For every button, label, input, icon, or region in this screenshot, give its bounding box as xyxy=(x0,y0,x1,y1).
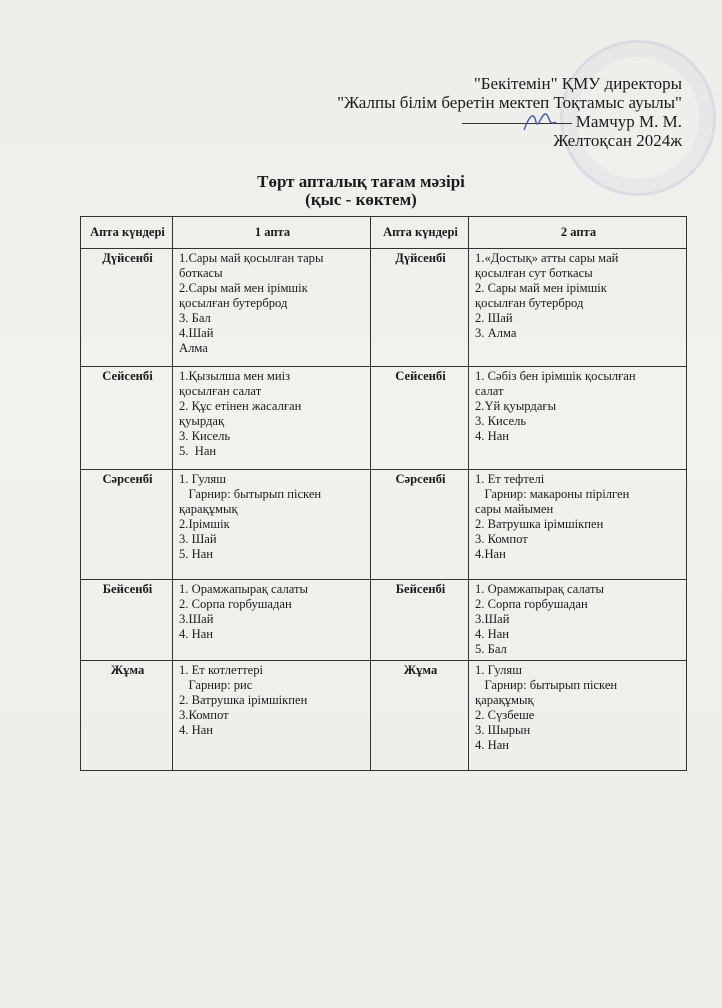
dish-line: 1.«Достық» атты сары май xyxy=(475,251,619,265)
dish-line: қарақұмық xyxy=(475,693,534,707)
dish-line: 4. Нан xyxy=(475,429,510,443)
table-header-row xyxy=(81,217,687,249)
dish-line: 1. Сәбіз бен ірімшік қосылған xyxy=(475,369,636,383)
day-cell-week2: Сәрсенбі xyxy=(371,470,469,580)
dish-line: 2.Ірімшік xyxy=(179,517,230,531)
approval-line-1: "Бекітемін" ҚМУ директоры xyxy=(473,74,682,93)
day-cell-week2: Жұма xyxy=(371,661,469,771)
dish-line: 1. Орамжапырақ салаты xyxy=(179,582,308,596)
title-line-2: (қыс - көктем) xyxy=(305,190,417,209)
day-cell-week2: Сейсенбі xyxy=(371,367,469,470)
dishes-week1 xyxy=(173,470,371,580)
dish-line: қосылған салат xyxy=(179,384,262,398)
dishes-week2 xyxy=(469,661,687,771)
dishes-week2 xyxy=(469,367,687,470)
dish-line: Гарнир: бытырып піскен xyxy=(179,487,322,501)
table-row xyxy=(81,249,687,367)
dish-line: қосылған сут боткасы xyxy=(475,266,593,280)
dish-line: 1. Орамжапырақ салаты xyxy=(475,582,604,596)
day-cell-week1: Дүйсенбі xyxy=(81,249,173,367)
dish-line: Гарнир: бытырып піскен xyxy=(475,678,618,692)
dish-line: қарақұмық xyxy=(179,502,238,516)
dish-line: 5. Нан xyxy=(179,547,214,561)
header-week-2: 2 апта xyxy=(469,217,687,249)
signature-mark xyxy=(520,108,560,136)
dishes-week2 xyxy=(469,470,687,580)
dish-line: 2. Сүзбеше xyxy=(475,708,535,722)
dish-line: 1.Қызылша мен миіз xyxy=(179,369,291,383)
dish-line: 3.Шай xyxy=(475,612,510,626)
dish-line: салат xyxy=(475,384,504,398)
dish-line: 3. Бал xyxy=(179,311,211,325)
table-row xyxy=(81,580,687,661)
dish-line: 2.Үй қуырдағы xyxy=(475,399,557,413)
dishes-week1 xyxy=(173,367,371,470)
dish-line: 2. Құс етінен жасалған xyxy=(179,399,302,413)
table-row xyxy=(81,470,687,580)
dish-line: 3. Шырын xyxy=(475,723,531,737)
dish-line: 3. Алма xyxy=(475,326,517,340)
approval-line-2: "Жалпы білім беретін мектеп Тоқтамыс ауылы" xyxy=(337,93,682,112)
dish-line: Гарнир: макароны пірілген xyxy=(475,487,630,501)
dish-line: 4.Нан xyxy=(475,547,506,561)
dish-line: 2. Сорпа горбушадан xyxy=(179,597,292,611)
dish-line: 3.Компот xyxy=(179,708,229,722)
dish-line: 4. Нан xyxy=(475,738,510,752)
dishes-week1 xyxy=(173,249,371,367)
dish-line: 2.Сары май мен ірімшік xyxy=(179,281,308,295)
dish-line: 2. Шай xyxy=(475,311,513,325)
day-cell-week1: Бейсенбі xyxy=(81,580,173,661)
dish-line: қосылған бутерброд xyxy=(475,296,584,310)
director-name: Мамчур М. М. xyxy=(575,112,682,131)
dishes-week2 xyxy=(469,249,687,367)
dish-line: сары майымен xyxy=(475,502,554,516)
dish-line: 1. Ет тефтелі xyxy=(475,472,545,486)
dish-line: қуырдақ xyxy=(179,414,225,428)
approval-line-4: Желтоқсан 2024ж xyxy=(553,131,682,150)
day-cell-week1: Жұма xyxy=(81,661,173,771)
dish-line: 5. Бал xyxy=(475,642,507,656)
dish-line: 2. Ватрушка ірімшікпен xyxy=(475,517,604,531)
dish-line: 4. Нан xyxy=(179,723,214,737)
dish-line: 3. Кисель xyxy=(179,429,231,443)
day-cell-week2: Дүйсенбі xyxy=(371,249,469,367)
dish-line: 2. Сорпа горбушадан xyxy=(475,597,588,611)
table-row xyxy=(81,661,687,771)
table-row xyxy=(81,367,687,470)
dishes-week1 xyxy=(173,661,371,771)
header-days-1: Апта күндері xyxy=(81,217,173,249)
dish-line: 1. Гуляш xyxy=(179,472,226,486)
dish-line: 2. Ватрушка ірімшікпен xyxy=(179,693,308,707)
title-line-1: Төрт апталық тағам мәзірі xyxy=(257,172,465,191)
approval-block xyxy=(222,74,682,150)
dish-line: 4.Шай xyxy=(179,326,214,340)
dish-line: 3.Шай xyxy=(179,612,214,626)
dish-line: 4. Нан xyxy=(179,627,214,641)
dish-line: 5. Нан xyxy=(179,444,217,458)
menu-table xyxy=(80,216,687,771)
document-title xyxy=(0,173,722,209)
dish-line: боткасы xyxy=(179,266,223,280)
dish-line: 3. Шай xyxy=(179,532,217,546)
header-days-2: Апта күндері xyxy=(371,217,469,249)
dish-line: Алма xyxy=(179,341,208,355)
dish-line: 3. Компот xyxy=(475,532,528,546)
dish-line: 4. Нан xyxy=(475,627,510,641)
dish-line: 1. Ет котлеттері xyxy=(179,663,264,677)
dish-line: 2. Сары май мен ірімшік xyxy=(475,281,607,295)
dish-line: қосылған бутерброд xyxy=(179,296,288,310)
day-cell-week1: Сәрсенбі xyxy=(81,470,173,580)
dish-line: 1.Сары май қосылған тары xyxy=(179,251,324,265)
dishes-week2 xyxy=(469,580,687,661)
dish-line: Гарнир: рис xyxy=(179,678,253,692)
dishes-week1 xyxy=(173,580,371,661)
header-week-1: 1 апта xyxy=(173,217,371,249)
approval-line-3 xyxy=(222,112,682,131)
day-cell-week1: Сейсенбі xyxy=(81,367,173,470)
dish-line: 1. Гуляш xyxy=(475,663,522,677)
dish-line: 3. Кисель xyxy=(475,414,527,428)
day-cell-week2: Бейсенбі xyxy=(371,580,469,661)
